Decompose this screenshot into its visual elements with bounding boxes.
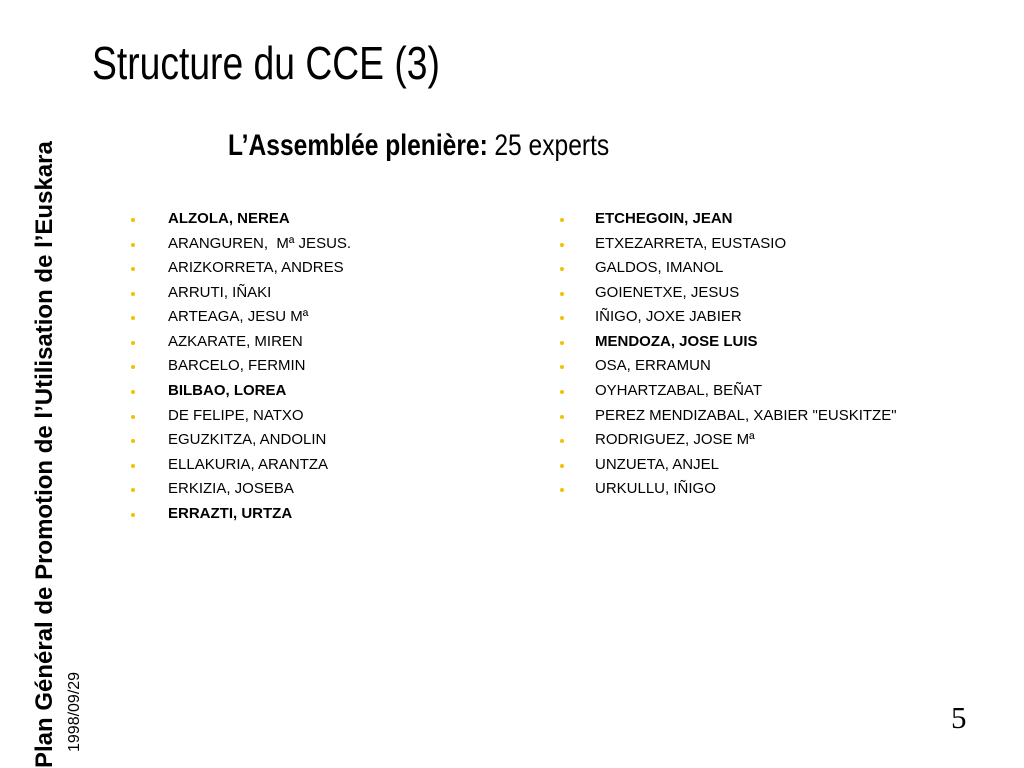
bullet-icon xyxy=(131,316,135,320)
bullet-icon xyxy=(131,267,135,271)
expert-name: URKULLU, IÑIGO xyxy=(595,480,716,498)
list-item xyxy=(560,404,1000,429)
expert-name: ALZOLA, NEREA xyxy=(168,210,290,227)
list-item xyxy=(131,428,531,453)
bullet-icon xyxy=(131,341,135,345)
list-item xyxy=(131,256,531,281)
expert-name: OYHARTZABAL, BEÑAT xyxy=(595,382,762,400)
bullet-icon xyxy=(131,365,135,369)
subtitle-expert-count: 25 experts xyxy=(494,129,610,162)
bullet-icon xyxy=(560,390,564,394)
list-item xyxy=(131,232,531,257)
list-item xyxy=(131,404,531,429)
list-item xyxy=(131,477,531,502)
list-item xyxy=(131,453,531,478)
expert-name: IÑIGO, JOXE JABIER xyxy=(595,308,742,326)
bullet-icon xyxy=(131,488,135,492)
list-item xyxy=(131,305,531,330)
list-item xyxy=(560,379,1000,404)
expert-name: ARIZKORRETA, ANDRES xyxy=(168,259,344,277)
bullet-icon xyxy=(560,365,564,369)
list-item xyxy=(560,354,1000,379)
bullet-icon xyxy=(560,488,564,492)
bullet-icon xyxy=(131,243,135,247)
expert-name: PEREZ MENDIZABAL, XABIER "EUSKITZE" xyxy=(595,406,897,424)
list-item xyxy=(131,330,531,355)
expert-name: ERKIZIA, JOSEBA xyxy=(168,480,294,498)
expert-name: GOIENETXE, JESUS xyxy=(595,283,740,301)
bullet-icon xyxy=(560,267,564,271)
expert-name: ARANGUREN, Mª JESUS. xyxy=(168,234,352,252)
expert-name: BILBAO, LOREA xyxy=(168,382,287,400)
list-item xyxy=(560,453,1000,478)
expert-name: ERRAZTI, URTZA xyxy=(168,504,293,522)
list-item xyxy=(560,207,1000,232)
expert-name: BARCELO, FERMIN xyxy=(168,357,306,375)
bullet-icon xyxy=(560,218,564,222)
bullet-icon xyxy=(131,292,135,296)
bullet-icon xyxy=(560,439,564,443)
list-item xyxy=(131,207,531,232)
sidebar-date: 1998/09/29 xyxy=(66,671,83,752)
bullet-icon xyxy=(131,415,135,419)
list-item xyxy=(131,502,531,527)
list-item xyxy=(560,305,1000,330)
expert-name: MENDOZA, JOSE LUIS xyxy=(595,332,758,350)
slide-subtitle xyxy=(228,129,609,163)
list-item xyxy=(560,428,1000,453)
list-item xyxy=(560,330,1000,355)
expert-name: RODRIGUEZ, JOSE Mª xyxy=(595,431,755,449)
expert-name: AZKARATE, MIREN xyxy=(168,332,303,350)
bullet-icon xyxy=(560,316,564,320)
expert-list-right xyxy=(560,207,1000,502)
expert-name: GALDOS, IMANOL xyxy=(595,259,724,277)
expert-name: EGUZKITZA, ANDOLIN xyxy=(168,431,327,449)
bullet-icon xyxy=(560,243,564,247)
expert-name: ARRUTI, IÑAKI xyxy=(168,283,272,301)
list-item xyxy=(560,256,1000,281)
expert-name: ARTEAGA, JESU Mª xyxy=(168,308,309,326)
expert-name: OSA, ERRAMUN xyxy=(595,357,711,375)
slide-title: Structure du CCE (3) xyxy=(92,37,440,89)
bullet-icon xyxy=(131,390,135,394)
bullet-icon xyxy=(560,464,564,468)
subtitle-assembly-label: L’Assemblée plenière: xyxy=(228,129,488,162)
list-item xyxy=(560,232,1000,257)
sidebar-plan-title: Plan Général de Promotion de l’Utilisation de l’Euskara xyxy=(31,141,58,768)
list-item xyxy=(560,281,1000,306)
expert-name: ETCHEGOIN, JEAN xyxy=(595,210,733,227)
bullet-icon xyxy=(131,218,135,222)
expert-name: UNZUETA, ANJEL xyxy=(595,455,719,473)
list-item xyxy=(131,379,531,404)
expert-name: ETXEZARRETA, EUSTASIO xyxy=(595,234,787,252)
bullet-icon xyxy=(131,513,135,517)
list-item xyxy=(131,281,531,306)
page-number: 5 xyxy=(951,700,967,735)
list-item xyxy=(131,354,531,379)
expert-name: DE FELIPE, NATXO xyxy=(168,406,304,424)
expert-list-left xyxy=(131,207,531,527)
expert-name: ELLAKURIA, ARANTZA xyxy=(168,455,329,473)
bullet-icon xyxy=(131,464,135,468)
list-item xyxy=(560,477,1000,502)
bullet-icon xyxy=(560,341,564,345)
bullet-icon xyxy=(131,439,135,443)
bullet-icon xyxy=(560,292,564,296)
bullet-icon xyxy=(560,415,564,419)
